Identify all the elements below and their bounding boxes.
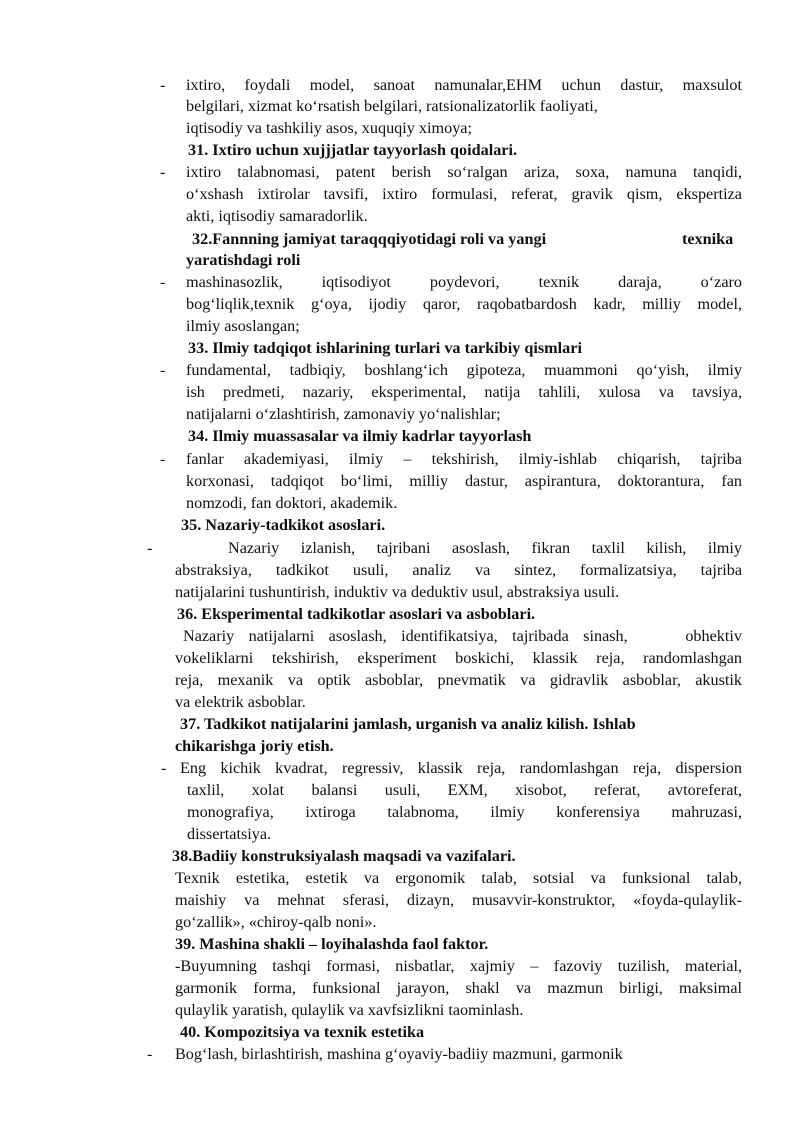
section-heading: 39. Mashina shakli – loyihalashda faol faktor.	[175, 935, 489, 953]
text-line: maishiy va mehnat sferasi, dizayn, musavvir-konstruktor, «foyda-qulaylik-	[175, 891, 742, 909]
text-line: natijalarini tushuntirish, induktiv va deduktiv usul, abstraksiya usuli.	[175, 583, 620, 601]
section-heading: 37. Tadkikot natijalarini jamlash, urganish va analiz kilish. Ishlab	[180, 715, 636, 733]
list-dash: -	[147, 1045, 153, 1063]
text-line: reja, mexanik va optik asboblar, pnevmatik va gidravlik asboblar, akustik	[175, 671, 742, 689]
list-dash: -	[160, 76, 166, 94]
text-line: garmonik forma, funksional jarayon, shakl va mazmun birligi, maksimal	[175, 979, 742, 997]
text-line: belgilari, xizmat ko‘rsatish belgilari, ratsionalizatorlik faoliyati,	[186, 97, 598, 115]
list-dash: -	[161, 759, 167, 777]
section-heading: yaratishdagi roli	[186, 251, 301, 269]
text-line: qulaylik yaratish, qulaylik va xavfsizlikni taominlash.	[175, 1001, 524, 1019]
text-line: bog‘liqlik,texnik g‘oya, ijodiy qaror, raqobatbardosh kadr, milliy model,	[186, 295, 742, 313]
text-line: natijalarni o‘zlashtirish, zamonaviy yo‘nalishlar;	[186, 405, 501, 423]
text-line: fanlar akademiyasi, ilmiy – tekshirish, ilmiy-ishlab chiqarish, tajriba	[186, 450, 742, 468]
text-line: taxlil, xolat balansi usuli, EXM, xisobot, referat, avtoreferat,	[187, 781, 742, 799]
text-line: Texnik estetika, estetik va ergonomik talab, sotsial va funksional talab,	[175, 869, 742, 887]
section-heading: 31. Ixtiro uchun xujjjatlar tayyorlash qoidalari.	[188, 141, 518, 159]
section-heading: 32.Fannning jamiyat taraqqqiyotidagi roli va yangi	[192, 230, 547, 248]
text-line: o‘xshash ixtirolar tavsifi, ixtiro formulasi, referat, gravik qism, ekspertiza	[186, 185, 742, 203]
section-heading: 36. Eksperimental tadkikotlar asoslari va asboblari.	[177, 605, 536, 623]
list-dash: -	[160, 273, 166, 291]
text-line: ish predmeti, nazariy, eksperimental, natija tahlili, xulosa va tavsiya,	[186, 383, 742, 401]
section-heading: 35. Nazariy-tadkikot asoslari.	[181, 516, 386, 534]
section-heading: chikarishga joriy etish.	[175, 737, 334, 755]
section-heading: 34. Ilmiy muassasalar va ilmiy kadrlar tayyorlash	[188, 427, 532, 445]
text-line: ixtiro talabnomasi, patent berish so‘ralgan ariza, soxa, namuna tanqidi,	[186, 163, 742, 181]
list-dash: -	[147, 539, 153, 557]
text-line: Bog‘lash, birlashtirish, mashina g‘oyaviy-badiiy mazmuni, garmonik	[175, 1045, 623, 1063]
text-line: ixtiro, foydali model, sanoat namunalar,EHM uchun dastur, maxsulot	[186, 76, 742, 94]
list-dash: -	[160, 450, 166, 468]
text-line: korxonasi, tadqiqot bo‘limi, milliy dastur, aspirantura, doktorantura, fan	[186, 472, 742, 490]
text-line: -Buyumning tashqi formasi, nisbatlar, xajmiy – fazoviy tuzilish, material,	[175, 957, 742, 975]
text-line: iqtisodiy va tashkiliy asos, xuquqiy ximoya;	[186, 119, 472, 137]
text-line: va elektrik asboblar.	[175, 693, 306, 711]
text-line: dissertatsiya.	[187, 825, 272, 843]
section-heading: 40. Kompozitsiya va texnik estetika	[180, 1023, 425, 1041]
text-line: monografiya, ixtiroga talabnoma, ilmiy konferensiya mahruzasi,	[187, 803, 742, 821]
text-line: abstraksiya, tadkikot usuli, analiz va sintez, formalizatsiya, tajriba	[175, 561, 742, 579]
list-dash: -	[160, 361, 166, 379]
section-heading: 33. Ilmiy tadqiqot ishlarining turlari va tarkibiy qismlari	[188, 339, 582, 357]
text-line: fundamental, tadbiqiy, boshlang‘ich gipoteza, muammoni qo‘yish, ilmiy	[186, 361, 742, 379]
section-heading-end: texnika	[682, 230, 734, 248]
text-line: vokeliklarni tekshirish, eksperiment boskichi, klassik reja, randomlashgan	[175, 649, 742, 667]
text-line: Eng kichik kvadrat, regressiv, klassik reja, randomlashgan reja, dispersion	[180, 759, 742, 777]
list-dash: -	[160, 163, 166, 181]
text-line: Nazariy izlanish, tajribani asoslash, fikran taxlil kilish, ilmiy	[228, 539, 742, 557]
text-line: akti, iqtisodiy samaradorlik.	[186, 207, 368, 225]
section-heading: 38.Badiiy konstruksiyalash maqsadi va vazifalari.	[172, 847, 516, 865]
text-line: go‘zallik», «chiroy-qalb noni».	[175, 913, 377, 931]
text-line: mashinasozlik, iqtisodiyot poydevori, texnik daraja, o‘zaro	[186, 273, 742, 291]
text-line: Nazariy natijalarni asoslash, identifikatsiya, tajribada sinash, obhektiv	[183, 627, 742, 645]
text-line: nomzodi, fan doktori, akademik.	[186, 494, 398, 512]
text-line: ilmiy asoslangan;	[186, 317, 300, 335]
